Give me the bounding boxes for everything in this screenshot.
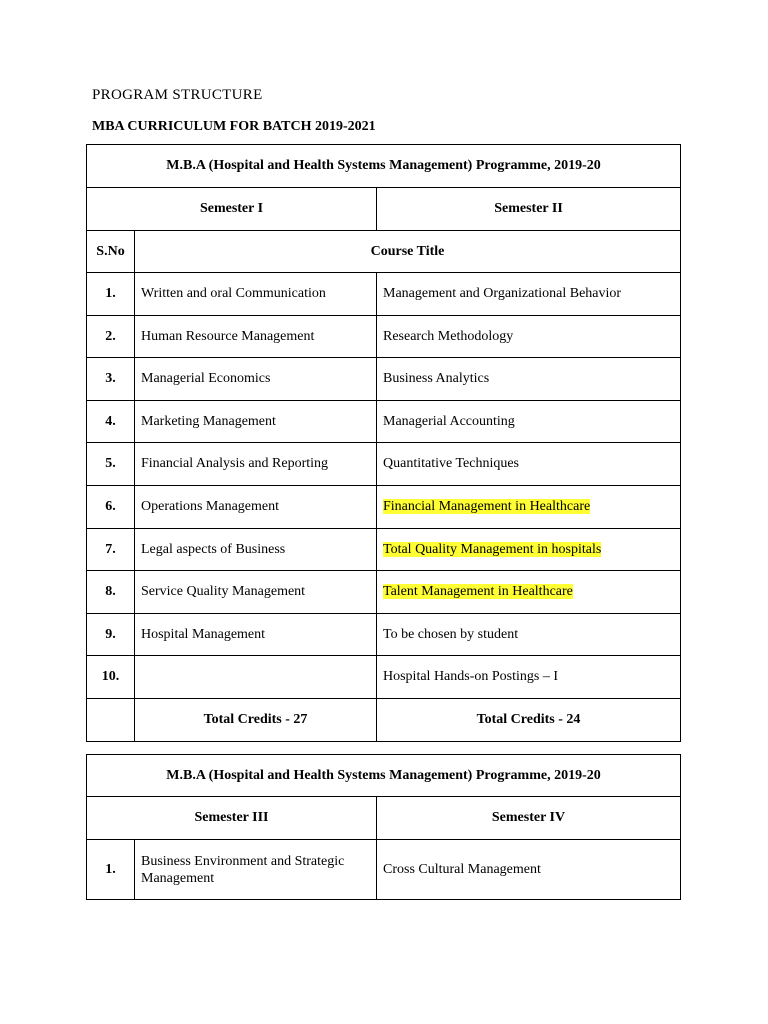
total-credits-row (87, 699, 681, 742)
table-title-row (87, 145, 681, 188)
semester-1-header: Semester I (87, 188, 377, 231)
sem-3-course: Business Environment and Strategic Management (135, 840, 377, 900)
program-structure-heading: PROGRAM STRUCTURE (92, 87, 263, 103)
sem-2-course: Business Analytics (377, 358, 681, 401)
table-row (87, 443, 681, 486)
row-sno: 1. (87, 840, 135, 900)
sem-2-course: To be chosen by student (377, 614, 681, 656)
empty-cell (87, 699, 135, 742)
sem-1-course: Written and oral Communication (135, 273, 377, 316)
sem-1-course: Hospital Management (135, 614, 377, 656)
semester-2-header: Semester II (377, 188, 681, 231)
sem-1-course: Operations Management (135, 486, 377, 529)
sem-2-course (377, 529, 681, 571)
row-sno: 4. (87, 401, 135, 443)
column-header-row (87, 231, 681, 273)
table-row (87, 840, 681, 900)
sem-2-course: Hospital Hands-on Postings – I (377, 656, 681, 699)
sno-header: S.No (87, 231, 135, 273)
highlighted-course: Total Quality Management in hospitals (383, 541, 602, 557)
table-row (87, 273, 681, 316)
table-title-row (87, 755, 681, 797)
curriculum-table-sem-3-4 (86, 754, 681, 900)
table-row (87, 401, 681, 443)
table-row (87, 486, 681, 529)
sem-4-course: Cross Cultural Management (377, 840, 681, 900)
table-row (87, 571, 681, 614)
programme-title: M.B.A (Hospital and Health Systems Management) Programme, 2019-20 (87, 145, 681, 188)
highlighted-course: Talent Management in Healthcare (383, 584, 573, 599)
sem-1-course: Legal aspects of Business (135, 529, 377, 571)
sem-1-course: Service Quality Management (135, 571, 377, 614)
sem-2-course: Quantitative Techniques (377, 443, 681, 486)
sem-2-course (377, 486, 681, 529)
row-sno: 9. (87, 614, 135, 656)
total-credits-sem-1: Total Credits - 27 (135, 699, 377, 742)
highlighted-course: Financial Management in Healthcare (383, 499, 591, 514)
sem-1-course: Financial Analysis and Reporting (135, 443, 377, 486)
row-sno: 7. (87, 529, 135, 571)
table-row (87, 316, 681, 358)
sem-2-course: Managerial Accounting (377, 401, 681, 443)
sem-1-course: Marketing Management (135, 401, 377, 443)
table-row (87, 529, 681, 571)
row-sno: 3. (87, 358, 135, 401)
table-row (87, 656, 681, 699)
table-row (87, 614, 681, 656)
table-row (87, 358, 681, 401)
semester-4-header: Semester IV (377, 797, 681, 840)
semester-3-header: Semester III (87, 797, 377, 840)
row-sno: 10. (87, 656, 135, 699)
sem-1-course: Human Resource Management (135, 316, 377, 358)
curriculum-table-sem-1-2 (86, 144, 681, 742)
row-sno: 2. (87, 316, 135, 358)
semester-header-row (87, 797, 681, 840)
row-sno: 6. (87, 486, 135, 529)
row-sno: 8. (87, 571, 135, 614)
course-title-header: Course Title (135, 231, 681, 273)
sem-2-course: Management and Organizational Behavior (377, 273, 681, 316)
sem-1-course (135, 656, 377, 699)
sem-1-course: Managerial Economics (135, 358, 377, 401)
row-sno: 5. (87, 443, 135, 486)
semester-header-row (87, 188, 681, 231)
programme-title: M.B.A (Hospital and Health Systems Management) Programme, 2019-20 (87, 755, 681, 797)
sem-2-course: Research Methodology (377, 316, 681, 358)
row-sno: 1. (87, 273, 135, 316)
total-credits-sem-2: Total Credits - 24 (377, 699, 681, 742)
curriculum-heading: MBA CURRICULUM FOR BATCH 2019-2021 (92, 119, 376, 134)
sem-2-course (377, 571, 681, 614)
